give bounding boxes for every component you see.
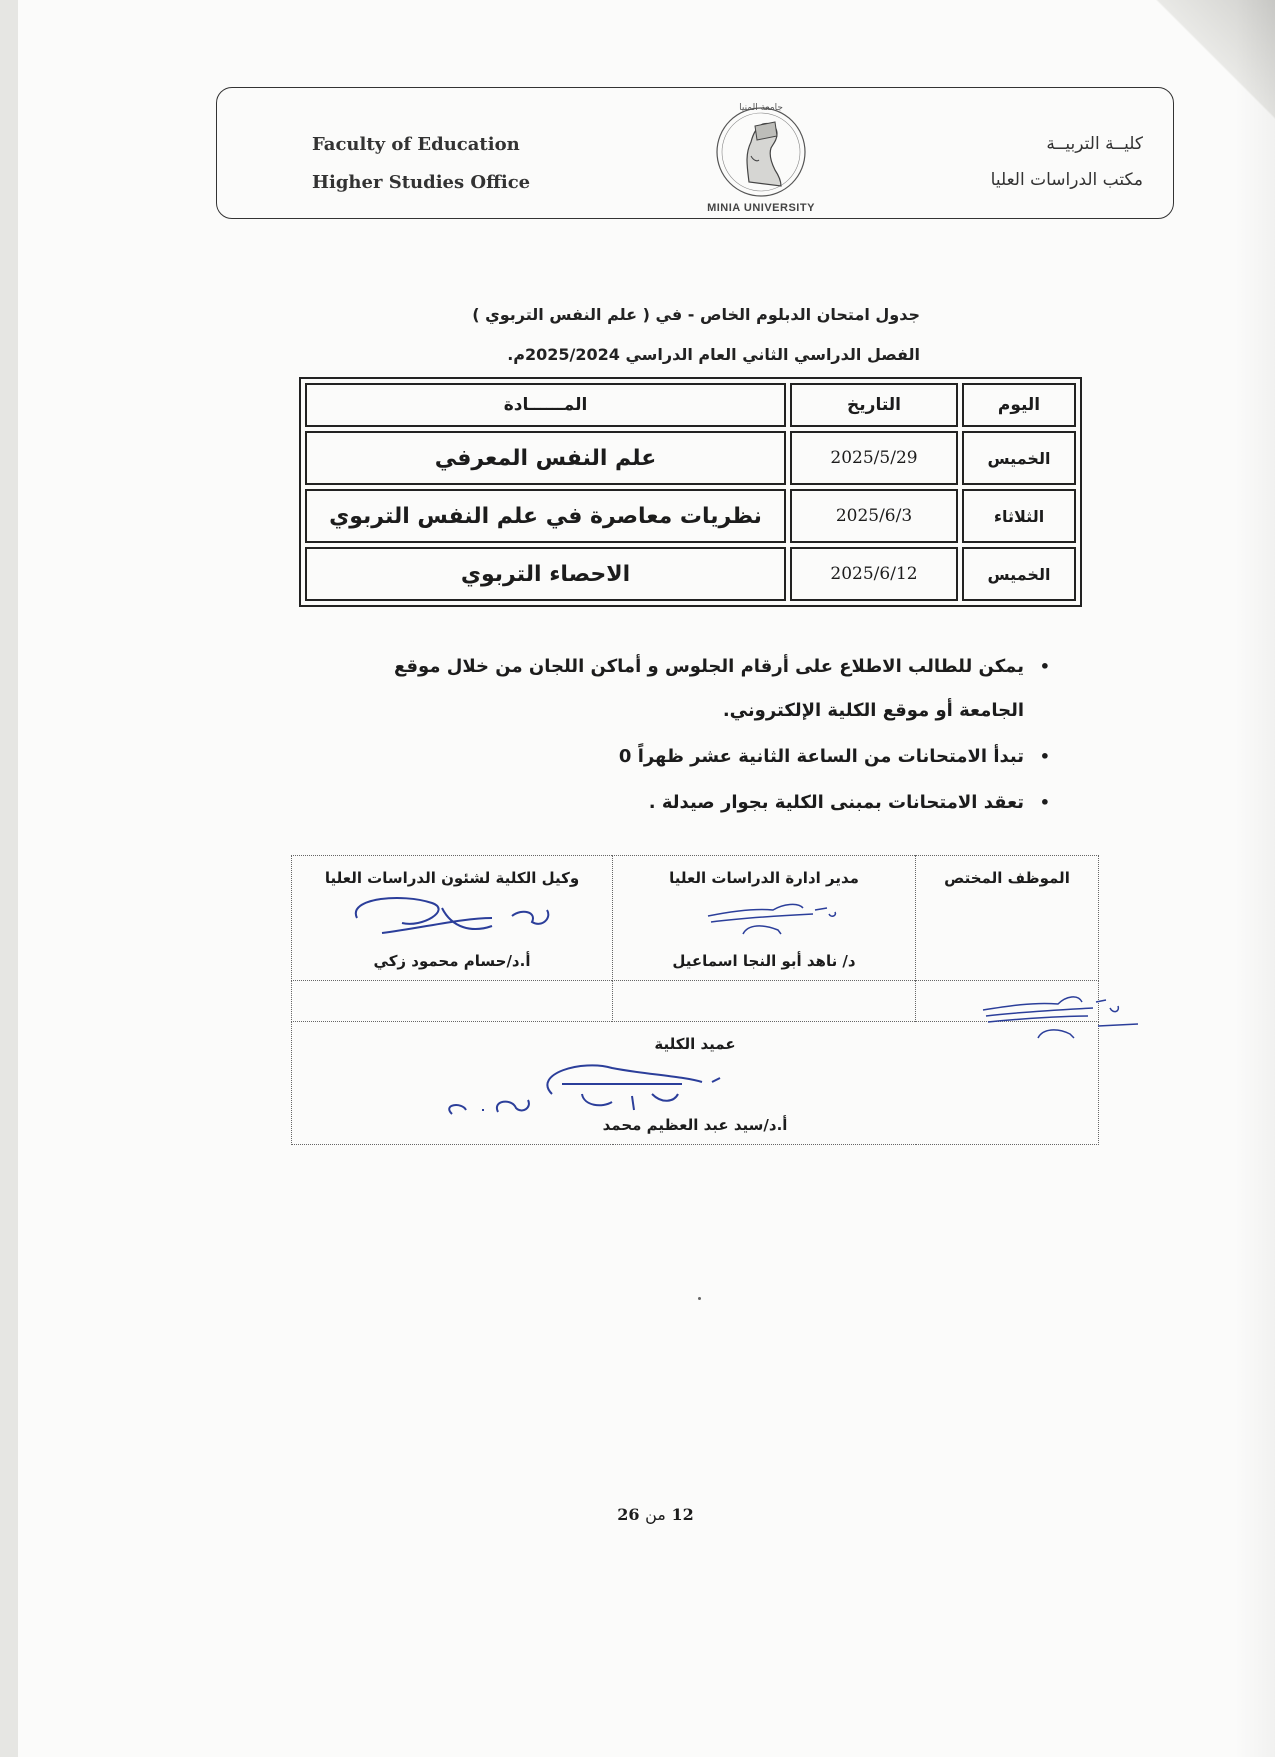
note-text: تعقد الامتحانات بمبنى الكلية بجوار صيدلة . [648,792,1024,813]
letterhead-english [312,126,530,202]
office-name-en: Higher Studies Office [312,172,531,193]
header-day: اليوم [962,383,1076,427]
vice-dean-cell [292,856,613,981]
faculty-name-ar: كليــة التربيــة [1046,134,1143,154]
page-edge-shadow [1235,0,1275,1757]
note-text: تبدأ الامتحانات من الساعة الثانية عشر ظهراً 0 [618,746,1024,767]
notes-list [338,645,1050,827]
dean-role: عميد الكلية [654,1035,736,1053]
page-total: 26 [617,1505,640,1524]
signature-row [292,856,1099,981]
letterhead [216,87,1174,219]
bullet-icon: • [1039,793,1050,812]
stray-dot [698,1297,701,1300]
list-item [338,645,1050,733]
minia-university-logo [697,96,825,214]
manager-cell [613,856,916,981]
bullet-icon: • [1039,657,1050,676]
svg-text:جامعة المنيا: جامعة المنيا [739,103,783,113]
nefertiti-emblem-icon [697,96,825,200]
employee-cell [916,856,1099,981]
vice-dean-name: أ.د/حسام محمود زكي [373,952,531,970]
row-subject: الاحصاء التربوي [305,547,786,601]
manager-name: د/ ناهد أبو النجا اسماعيل [672,952,856,970]
exam-schedule-table [299,377,1082,607]
manager-role: مدير ادارة الدراسات العليا [669,869,859,887]
note-text: يمكن للطالب الاطلاع على أرقام الجلوس و أماكن اللجان من خلال موقع الجامعة أو موقع الكلية الإلكتروني. [393,656,1024,721]
list-item [338,735,1050,779]
bullet-icon: • [1039,747,1050,766]
row-subject: نظريات معاصرة في علم النفس التربوي [305,489,786,543]
list-item [338,781,1050,825]
table-row [305,431,1076,485]
empty-cell [292,981,613,1022]
letterhead-arabic [991,126,1143,198]
row-date: 2025/6/3 [790,489,958,543]
page-number [18,1505,1275,1524]
empty-cell [613,981,916,1022]
row-subject: علم النفس المعرفي [305,431,786,485]
vice-dean-role: وكيل الكلية لشئون الدراسات العليا [324,869,580,887]
employee-signature-icon [978,990,1148,1050]
dean-name: أ.د/سيد عبد العظيم محمد [602,1116,788,1134]
row-day: الخميس [962,547,1076,601]
table-row [305,547,1076,601]
employee-role: الموظف المختص [944,869,1070,887]
row-day: الخميس [962,431,1076,485]
logo-university-text: MINIA UNIVERSITY [707,202,815,214]
schedule-subtitle: الفصل الدراسي الثاني العام الدراسي 2025/2024م. [507,345,920,364]
office-name-ar: مكتب الدراسات العليا [990,170,1143,190]
row-day: الثلاثاء [962,489,1076,543]
header-subject: المــــــادة [305,383,786,427]
schedule-title: جدول امتحان الدبلوم الخاص - في ( علم النفس التربوي ) [472,305,920,324]
page-current: 12 [671,1505,694,1524]
page-of: من [645,1505,666,1524]
table-header-row [305,383,1076,427]
faculty-name-en: Faculty of Education [312,134,520,155]
vice-dean-signature-icon [342,888,572,948]
row-date: 2025/5/29 [790,431,958,485]
dean-signature-icon [442,1054,762,1124]
row-date: 2025/6/12 [790,547,958,601]
manager-signature-icon [703,894,843,940]
header-date: التاريخ [790,383,958,427]
table-row [305,489,1076,543]
